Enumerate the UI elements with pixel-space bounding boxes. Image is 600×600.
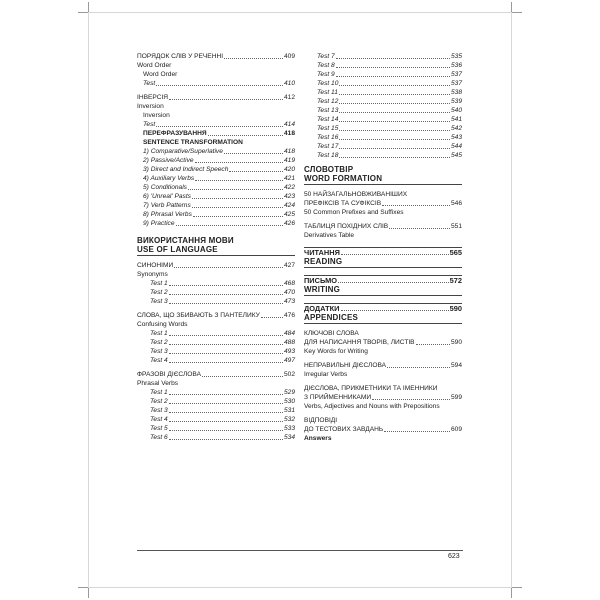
toc-entry-label: Test 7 xyxy=(317,53,335,60)
crop-mark-top-right-h xyxy=(512,12,522,13)
dot-leader xyxy=(156,126,283,127)
dot-leader xyxy=(389,228,450,229)
toc-subtitle: 50 НАЙЗАГАЛЬНОВЖИВАНІШИХ xyxy=(304,191,408,198)
toc-subtitle: Derivatives Table xyxy=(304,232,355,239)
toc-entry[interactable] xyxy=(137,433,295,442)
dot-leader xyxy=(416,344,450,345)
toc-entry[interactable] xyxy=(137,288,295,297)
dot-leader xyxy=(169,412,283,413)
toc-entry-label: Test 4 xyxy=(150,357,168,364)
toc-entry[interactable] xyxy=(137,415,295,424)
toc-entry-page: 476 xyxy=(283,312,295,319)
dot-leader xyxy=(193,216,283,217)
section-heading-en: WORD FORMATION xyxy=(304,174,462,185)
toc-subtitle: Verbs, Adjectives and Nouns with Prepositions xyxy=(304,403,440,410)
toc-entry-label: 1) Comparative/Superlative xyxy=(143,148,223,155)
toc-entry-page: 609 xyxy=(450,426,462,433)
toc-subtitle: Synonyms xyxy=(137,271,168,278)
dot-leader xyxy=(188,189,283,190)
toc-entry-label: Test 10 xyxy=(317,80,339,87)
toc-subtitle: ВІДПОВІДІ xyxy=(304,417,338,424)
section-heading-en: APPENDICES xyxy=(304,313,462,324)
toc-entry-page: 422 xyxy=(283,184,295,191)
toc-entry-label: Test 17 xyxy=(317,143,339,150)
dot-leader xyxy=(169,303,283,304)
toc-subtitle: Phrasal Verbs xyxy=(137,380,179,387)
dot-leader xyxy=(339,130,450,131)
toc-entry[interactable] xyxy=(137,261,295,270)
toc-entry[interactable] xyxy=(137,120,295,129)
toc-entry-page: 488 xyxy=(283,339,295,346)
toc-entry[interactable] xyxy=(304,222,462,231)
toc-entry-label: Test 1 xyxy=(150,280,168,287)
toc-entry-page: 418 xyxy=(283,148,295,155)
toc-entry[interactable] xyxy=(304,199,462,208)
toc-entry-page: 542 xyxy=(450,125,462,132)
dot-leader xyxy=(382,205,450,206)
toc-entry[interactable] xyxy=(137,347,295,356)
dot-leader xyxy=(339,94,450,95)
toc-entry-page: 533 xyxy=(283,425,295,432)
dot-leader xyxy=(169,421,283,422)
dot-leader xyxy=(169,285,283,286)
toc-entry-label: Test 8 xyxy=(317,62,335,69)
section-heading-en: WRITING xyxy=(304,285,462,296)
toc-entry-page: 530 xyxy=(283,398,295,405)
toc-entry-label: ПРЕФІКСІВ ТА СУФІКСІВ xyxy=(304,200,382,207)
toc-entry-label: НЕПРАВИЛЬНІ ДІЄСЛОВА xyxy=(304,362,387,369)
toc-entry[interactable] xyxy=(137,129,295,138)
toc-entry-page: 565 xyxy=(449,248,462,257)
toc-entry-label: 6) 'Unreal' Pasts xyxy=(143,193,191,200)
toc-entry-page: 473 xyxy=(283,298,295,305)
section-heading-en: USE OF LANGUAGE xyxy=(137,245,295,256)
toc-entry[interactable] xyxy=(137,219,295,228)
toc-entry[interactable] xyxy=(137,93,295,102)
toc-entry[interactable] xyxy=(304,79,462,88)
toc-entry-label: ЧИТАННЯ xyxy=(304,248,340,257)
toc-entry-label: Test 15 xyxy=(317,125,339,132)
toc-entry-label: Test 5 xyxy=(150,425,168,432)
toc-entry[interactable] xyxy=(304,361,462,370)
dot-leader xyxy=(339,139,450,140)
toc-subtitle: 50 Common Prefixes and Suffixes xyxy=(304,209,404,216)
toc-entry-label: Test 18 xyxy=(317,152,339,159)
page-number: 623 xyxy=(448,553,460,560)
dot-leader xyxy=(339,157,450,158)
dot-leader xyxy=(336,58,450,59)
toc-entry-page: 497 xyxy=(283,357,295,364)
toc-subtitle: ДІЄСЛОВА, ПРИКМЕТНИКИ ТА ІМЕННИКИ xyxy=(304,385,438,392)
toc-entry-label: Test 2 xyxy=(150,339,168,346)
toc-entry-label: Test xyxy=(143,80,156,87)
toc-entry-label: ФРАЗОВІ ДІЄСЛОВА xyxy=(137,371,202,378)
toc-entry-label: Test 12 xyxy=(317,98,339,105)
toc-entry-page: 423 xyxy=(283,193,295,200)
toc-entry[interactable] xyxy=(137,279,295,288)
toc-entry-page: 531 xyxy=(283,407,295,414)
dot-leader xyxy=(169,99,283,100)
toc-subtitle: Inversion xyxy=(143,112,170,119)
toc-entry-label: Test 16 xyxy=(317,134,339,141)
toc-entry-page: 538 xyxy=(450,89,462,96)
toc-entry[interactable] xyxy=(304,124,462,133)
toc-entry-page: 540 xyxy=(450,107,462,114)
crop-mark-top-left-h xyxy=(78,12,88,13)
dot-leader xyxy=(338,282,449,283)
dot-leader xyxy=(169,362,283,363)
toc-entry-label: Test 2 xyxy=(150,398,168,405)
toc-entry-label: Test 4 xyxy=(150,416,168,423)
toc-subtitle: Key Words for Writing xyxy=(304,348,368,355)
toc-subtitle: Word Order xyxy=(137,62,172,69)
toc-subtitle: Confusing Words xyxy=(137,321,188,328)
toc-entry-label: 2) Passive/Active xyxy=(143,157,194,164)
toc-entry-page: 599 xyxy=(450,394,462,401)
toc-entry-page: 421 xyxy=(283,175,295,182)
toc-entry-label: ТАБЛИЦЯ ПОХІДНИХ СЛІВ xyxy=(304,223,389,230)
toc-entry[interactable] xyxy=(304,304,462,313)
toc-entry[interactable] xyxy=(137,165,295,174)
dot-leader xyxy=(341,310,449,311)
dot-leader xyxy=(339,85,450,86)
toc-entry-label: 4) Auxiliary Verbs xyxy=(143,175,195,182)
toc-entry[interactable] xyxy=(137,424,295,433)
toc-entry-page: 543 xyxy=(450,134,462,141)
toc-entry[interactable] xyxy=(137,297,295,306)
toc-entry-label: СЛОВА, ЩО ЗБИВАЮТЬ З ПАНТЕЛИКУ xyxy=(137,312,260,319)
toc-entry-label: 3) Direct and Indirect Speech xyxy=(143,166,229,173)
toc-entry[interactable] xyxy=(137,356,295,365)
toc-subtitle: Answers xyxy=(304,435,332,442)
toc-entry-label: ІНВЕРСІЯ xyxy=(137,94,169,101)
toc-entry-label: ПИСЬМО xyxy=(304,276,337,285)
toc-entry-label: 9) Practice xyxy=(143,220,175,227)
dot-leader xyxy=(169,335,283,336)
spacer xyxy=(304,240,462,245)
spacer xyxy=(137,228,295,236)
toc-entry-page: 484 xyxy=(283,330,295,337)
toc-entry-page: 529 xyxy=(283,389,295,396)
dot-leader xyxy=(336,67,450,68)
toc-entry[interactable] xyxy=(304,61,462,70)
toc-entry[interactable] xyxy=(304,248,462,257)
dot-leader xyxy=(192,207,283,208)
toc-entry-page: 594 xyxy=(450,362,462,369)
dot-leader xyxy=(169,294,283,295)
toc-entry-label: Test 2 xyxy=(150,289,168,296)
toc-entry-page: 534 xyxy=(283,434,295,441)
crop-mark-bottom-right-v xyxy=(511,588,512,598)
toc-entry[interactable] xyxy=(137,329,295,338)
dot-leader xyxy=(174,267,283,268)
toc-entry-page: 536 xyxy=(450,62,462,69)
toc-entry-page: 572 xyxy=(449,276,462,285)
dot-leader xyxy=(339,112,450,113)
dot-leader xyxy=(339,103,450,104)
toc-entry[interactable] xyxy=(304,52,462,61)
toc-entry-page: 590 xyxy=(449,304,462,313)
toc-entry-page: 410 xyxy=(283,80,295,87)
footer-rule xyxy=(137,550,463,551)
toc-entry[interactable] xyxy=(137,338,295,347)
toc-entry[interactable] xyxy=(137,174,295,183)
dot-leader xyxy=(192,198,283,199)
toc-entry[interactable] xyxy=(304,115,462,124)
toc-entry[interactable] xyxy=(137,388,295,397)
crop-mark-bottom-left-v xyxy=(88,588,89,598)
toc-entry-page: 420 xyxy=(283,166,295,173)
toc-entry-page: 470 xyxy=(283,289,295,296)
toc-entry[interactable] xyxy=(137,183,295,192)
section-heading-en: READING xyxy=(304,257,462,268)
dot-leader xyxy=(195,162,283,163)
crop-mark-top-left-v xyxy=(88,2,89,12)
toc-entry[interactable] xyxy=(137,52,295,61)
toc-entry[interactable] xyxy=(304,151,462,160)
toc-entry[interactable] xyxy=(304,338,462,347)
crop-mark-bottom-left-h xyxy=(78,587,88,588)
toc-entry-label: ПЕРЕФРАЗУВАННЯ xyxy=(143,130,207,137)
spacer xyxy=(304,296,462,301)
dot-leader xyxy=(169,430,283,431)
toc-entry[interactable] xyxy=(137,147,295,156)
toc-subtitle: Word Order xyxy=(143,71,178,78)
toc-entry-page: 493 xyxy=(283,348,295,355)
dot-leader xyxy=(169,344,283,345)
section-heading: СЛОВОТВІР xyxy=(304,165,354,174)
toc-entry[interactable] xyxy=(137,397,295,406)
toc-left-column xyxy=(137,52,295,442)
toc-entry-label: Test 14 xyxy=(317,116,339,123)
toc-entry-page: 427 xyxy=(283,262,295,269)
toc-entry-page: 502 xyxy=(283,371,295,378)
toc-entry-page: 535 xyxy=(450,53,462,60)
toc-entry[interactable] xyxy=(137,156,295,165)
toc-entry-page: 468 xyxy=(283,280,295,287)
dot-leader xyxy=(339,121,450,122)
toc-entry-label: Test 3 xyxy=(150,348,168,355)
toc-entry-label: Test 1 xyxy=(150,389,168,396)
toc-right-column xyxy=(304,52,462,443)
toc-entry-page: 541 xyxy=(450,116,462,123)
toc-entry[interactable] xyxy=(304,425,462,434)
dot-leader xyxy=(169,403,283,404)
dot-leader xyxy=(229,171,283,172)
section-heading: ВИКОРИСТАННЯ МОВИ xyxy=(137,236,234,245)
toc-entry-label: З ПРИЙМЕННИКАМИ xyxy=(304,394,372,401)
toc-entry-label: 7) Verb Patterns xyxy=(143,202,191,209)
toc-entry-page: 412 xyxy=(283,94,295,101)
toc-entry-page: 551 xyxy=(450,223,462,230)
dot-leader xyxy=(156,85,283,86)
toc-entry-page: 409 xyxy=(283,53,295,60)
toc-entry-label: 5) Conditionals xyxy=(143,184,187,191)
toc-entry-page: 419 xyxy=(283,157,295,164)
toc-entry[interactable] xyxy=(304,393,462,402)
toc-entry[interactable] xyxy=(137,311,295,320)
spacer xyxy=(304,268,462,273)
crop-mark-bottom-right-h xyxy=(512,587,522,588)
toc-entry-label: ДО ТЕСТОВИХ ЗАВДАНЬ xyxy=(304,426,384,433)
toc-entry[interactable] xyxy=(137,370,295,379)
toc-entry-label: Test xyxy=(143,121,156,128)
toc-entry-label: Test 3 xyxy=(150,407,168,414)
toc-entry-page: 418 xyxy=(283,130,295,137)
dot-leader xyxy=(169,439,283,440)
toc-entry-label: Test 3 xyxy=(150,298,168,305)
dot-leader xyxy=(195,180,283,181)
toc-entry[interactable] xyxy=(304,70,462,79)
toc-entry-page: 590 xyxy=(450,339,462,346)
toc-entry-page: 537 xyxy=(450,71,462,78)
toc-entry[interactable] xyxy=(137,406,295,415)
toc-entry[interactable] xyxy=(304,133,462,142)
dot-leader xyxy=(176,225,283,226)
toc-entry-label: Test 13 xyxy=(317,107,339,114)
dot-leader xyxy=(341,254,449,255)
dot-leader xyxy=(261,317,283,318)
dot-leader xyxy=(224,153,283,154)
dot-leader xyxy=(208,135,283,136)
toc-entry-label: ДОДАТКИ xyxy=(304,304,340,313)
toc-entry-label: 8) Phrasal Verbs xyxy=(143,211,192,218)
dot-leader xyxy=(339,148,450,149)
toc-entry-label: Test 11 xyxy=(317,89,338,96)
toc-entry-page: 539 xyxy=(450,98,462,105)
dot-leader xyxy=(384,431,450,432)
dot-leader xyxy=(169,353,283,354)
dot-leader xyxy=(372,399,450,400)
toc-entry-label: Test 1 xyxy=(150,330,168,337)
toc-entry-label: ДЛЯ НАПИСАННЯ ТВОРІВ, ЛИСТІВ xyxy=(304,339,415,346)
toc-entry-label: Test 6 xyxy=(150,434,168,441)
toc-subtitle: SENTENCE TRANSFORMATION xyxy=(143,139,243,146)
toc-entry-page: 425 xyxy=(283,211,295,218)
toc-entry[interactable] xyxy=(137,192,295,201)
toc-entry-page: 546 xyxy=(450,200,462,207)
toc-subtitle: Irregular Verbs xyxy=(304,371,348,378)
toc-subtitle: КЛЮЧОВІ СЛОВА xyxy=(304,330,359,337)
toc-entry-page: 545 xyxy=(450,152,462,159)
toc-entry[interactable] xyxy=(304,142,462,151)
toc-entry-label: ПОРЯДОК СЛІВ У РЕЧЕННІ xyxy=(137,53,224,60)
toc-entry-page: 544 xyxy=(450,143,462,150)
toc-entry[interactable] xyxy=(137,210,295,219)
toc-entry[interactable] xyxy=(137,201,295,210)
toc-entry-label: СИНОНІМИ xyxy=(137,262,174,269)
toc-entry[interactable] xyxy=(304,88,462,97)
toc-entry-page: 424 xyxy=(283,202,295,209)
toc-entry-page: 532 xyxy=(283,416,295,423)
dot-leader xyxy=(387,367,450,368)
dot-leader xyxy=(169,394,283,395)
toc-entry[interactable] xyxy=(304,106,462,115)
toc-entry-page: 537 xyxy=(450,80,462,87)
dot-leader xyxy=(336,76,450,77)
toc-entry-page: 426 xyxy=(283,220,295,227)
toc-subtitle: Inversion xyxy=(137,103,164,110)
dot-leader xyxy=(224,58,283,59)
crop-mark-top-right-v xyxy=(511,2,512,12)
toc-entry-page: 414 xyxy=(283,121,295,128)
toc-entry[interactable] xyxy=(304,97,462,106)
toc-entry[interactable] xyxy=(137,79,295,88)
toc-entry[interactable] xyxy=(304,276,462,285)
dot-leader xyxy=(202,376,283,377)
toc-entry-label: Test 9 xyxy=(317,71,335,78)
